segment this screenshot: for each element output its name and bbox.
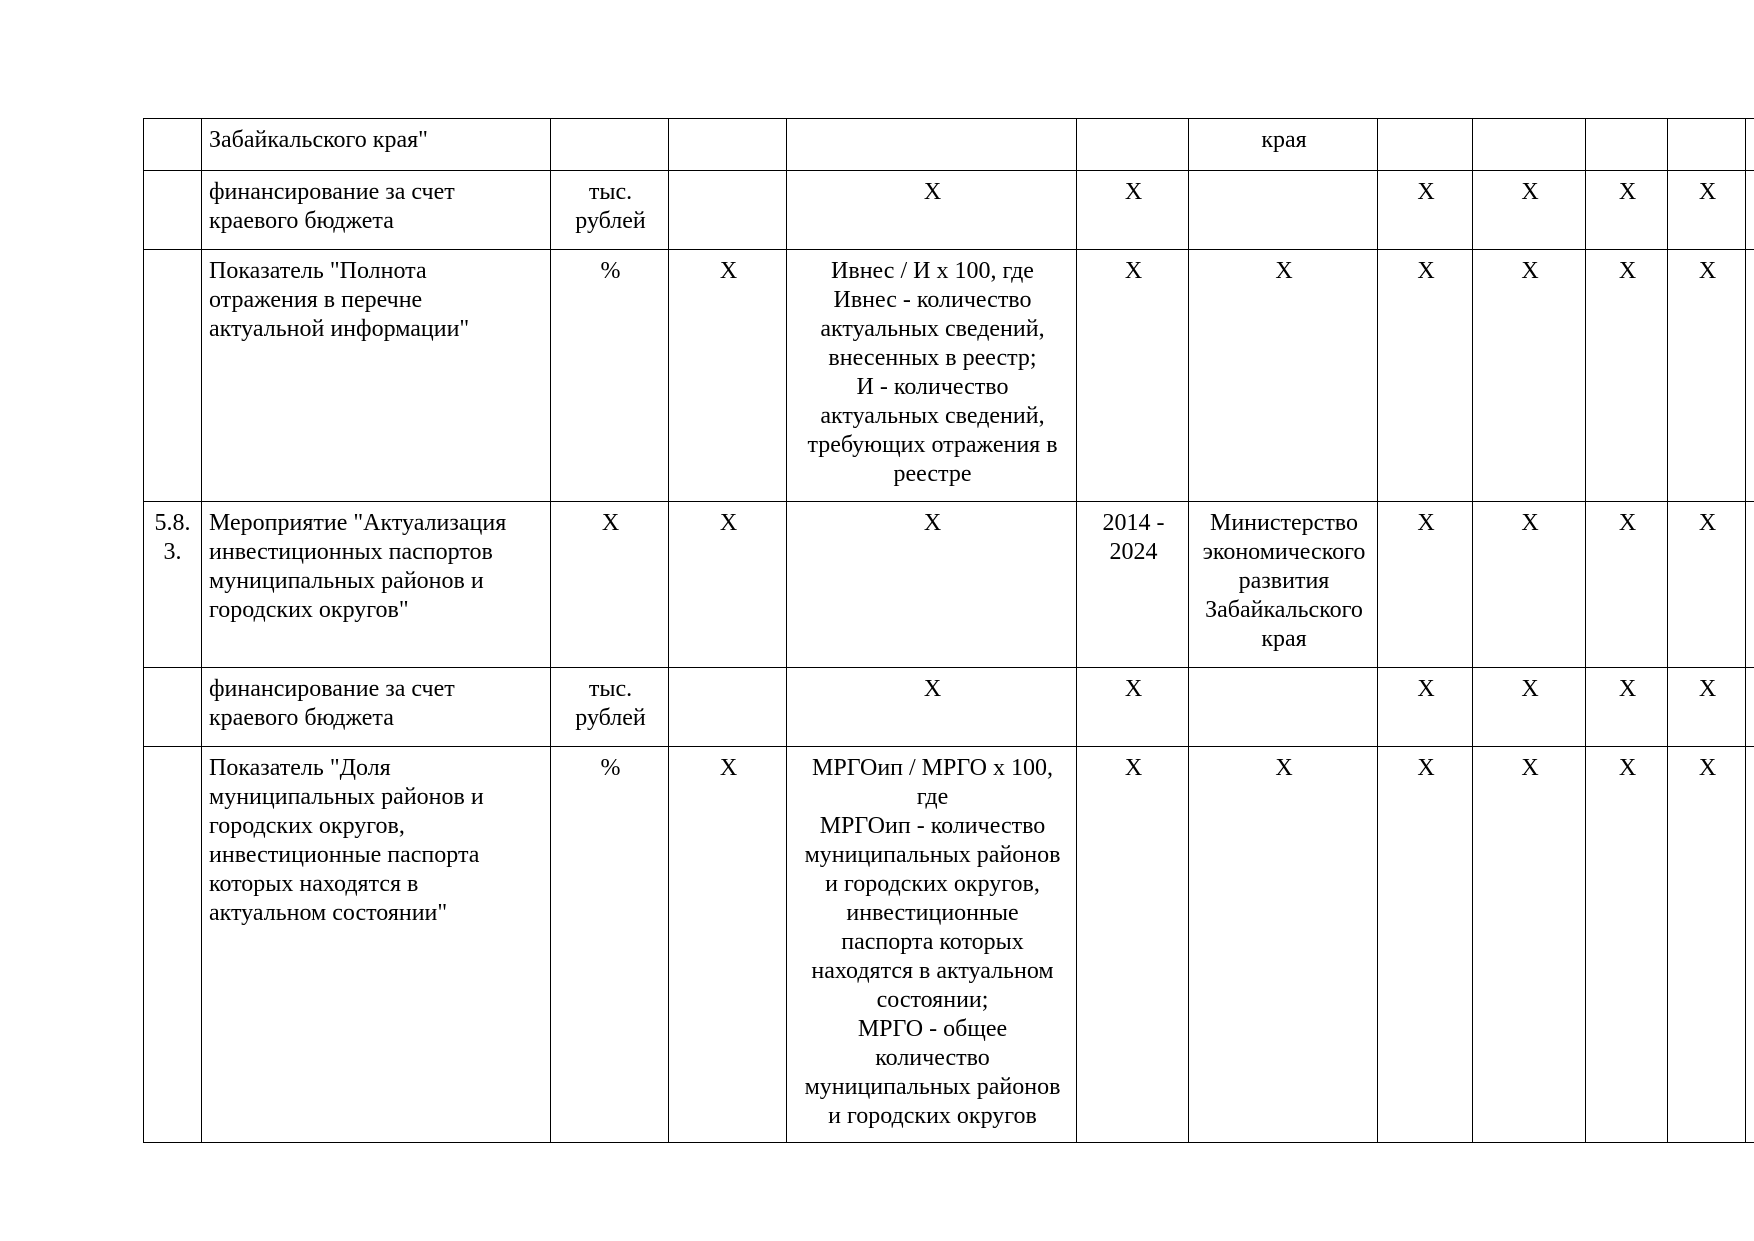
- value-cell-8: X: [1378, 747, 1473, 1143]
- value-cell-8: X: [1378, 171, 1473, 250]
- executor-cell: [1189, 171, 1378, 250]
- unit-cell: [551, 119, 669, 171]
- table-row: [144, 502, 1754, 668]
- value-cell-11: X: [1668, 747, 1746, 1143]
- cell-line: где: [916, 784, 949, 810]
- base-value-cell: [669, 668, 787, 747]
- cell-line: МРГО - общее: [857, 1016, 1008, 1042]
- unit-cell: [551, 171, 669, 250]
- cell-line: и городских округов: [828, 1103, 1037, 1129]
- cell-line: паспорта которых: [841, 929, 1024, 955]
- executor-cell: [1189, 747, 1378, 1143]
- table-row: [144, 668, 1754, 747]
- cell-line: экономического: [1202, 539, 1366, 565]
- row-number-cell: [144, 119, 202, 171]
- unit-cell: [551, 747, 669, 1143]
- value-cell-8: X: [1378, 668, 1473, 747]
- cell-line: тыс.: [588, 179, 633, 205]
- value-cell-11: X: [1668, 171, 1746, 250]
- cell-line: муниципальных районов и: [209, 568, 484, 594]
- cell-line: X: [1275, 258, 1293, 284]
- cell-line: городских округов,: [209, 813, 405, 839]
- cell-line: X: [1124, 755, 1143, 781]
- cell-line: Показатель "Доля: [209, 755, 391, 781]
- value-cell-11: [1668, 119, 1746, 171]
- period-cell: [1077, 171, 1189, 250]
- cell-line: краевого бюджета: [209, 208, 394, 234]
- cell-line: инвестиционные паспорта: [209, 842, 480, 868]
- formula-cell: [787, 119, 1077, 171]
- name-cell: [202, 119, 551, 171]
- cell-line: находятся в актуальном: [811, 958, 1054, 984]
- cell-line: реестре: [893, 461, 972, 487]
- name-cell: [202, 668, 551, 747]
- value-cell-9: X: [1473, 171, 1586, 250]
- cell-line: X: [923, 676, 942, 702]
- executor-cell: [1189, 668, 1378, 747]
- cell-line: X: [923, 179, 942, 205]
- unit-cell: [551, 502, 669, 668]
- cell-line: %: [600, 258, 621, 284]
- row-number-cell: [144, 171, 202, 250]
- cell-line: и городских округов,: [825, 871, 1040, 897]
- cell-line: муниципальных районов и: [209, 784, 484, 810]
- base-value-cell: X: [669, 747, 787, 1143]
- table-body: [144, 119, 1754, 1143]
- cell-line: МРГОип / МРГО х 100,: [812, 755, 1053, 781]
- value-cell-11: X: [1668, 668, 1746, 747]
- row-number-cell: [144, 668, 202, 747]
- row-number-cell: 5.8. 3.: [144, 502, 202, 668]
- cell-line: городских округов": [209, 597, 409, 623]
- period-cell: [1077, 119, 1189, 171]
- base-value-cell: X: [669, 502, 787, 668]
- cell-line: финансирование за счет: [209, 676, 455, 702]
- cell-line: Ивнес / И х 100, где: [831, 258, 1034, 284]
- edge-cell: [1746, 668, 1754, 747]
- cell-line: тыс.: [588, 676, 633, 702]
- formula-cell: [787, 171, 1077, 250]
- program-table: [143, 118, 1754, 1143]
- unit-cell: [551, 250, 669, 502]
- value-cell-10: X: [1586, 747, 1668, 1143]
- base-value-cell: [669, 119, 787, 171]
- cell-line: МРГОип - количество: [819, 813, 1046, 839]
- cell-line: X: [1124, 676, 1143, 702]
- cell-line: инвестиционные: [846, 900, 1019, 926]
- value-cell-8: X: [1378, 250, 1473, 502]
- period-cell: [1077, 502, 1189, 668]
- table-row: [144, 747, 1754, 1143]
- cell-line: 2024: [1109, 539, 1158, 565]
- cell-line: 2014 -: [1102, 510, 1165, 536]
- cell-line: рублей: [575, 208, 646, 234]
- cell-line: муниципальных районов: [804, 1074, 1061, 1100]
- formula-cell: [787, 668, 1077, 747]
- cell-line: актуальных сведений,: [820, 316, 1045, 342]
- value-cell-8: [1378, 119, 1473, 171]
- edge-cell: [1746, 747, 1754, 1143]
- cell-line: %: [600, 755, 621, 781]
- value-cell-9: X: [1473, 668, 1586, 747]
- cell-line: внесенных в реестр;: [828, 345, 1037, 371]
- base-value-cell: X: [669, 250, 787, 502]
- table-row: [144, 250, 1754, 502]
- value-cell-9: X: [1473, 250, 1586, 502]
- period-cell: [1077, 668, 1189, 747]
- cell-line: финансирование за счет: [209, 179, 455, 205]
- period-cell: [1077, 747, 1189, 1143]
- executor-cell: [1189, 250, 1378, 502]
- row-number-cell: [144, 747, 202, 1143]
- cell-line: рублей: [575, 705, 646, 731]
- cell-line: количество: [875, 1045, 990, 1071]
- value-cell-11: X: [1668, 250, 1746, 502]
- cell-line: Мероприятие "Актуализация: [209, 510, 507, 536]
- base-value-cell: [669, 171, 787, 250]
- cell-line: Забайкальского: [1205, 597, 1363, 623]
- cell-line: И - количество: [856, 374, 1009, 400]
- cell-line: муниципальных районов: [804, 842, 1061, 868]
- value-cell-10: X: [1586, 171, 1668, 250]
- value-cell-10: [1586, 119, 1668, 171]
- value-cell-10: X: [1586, 502, 1668, 668]
- cell-line: актуальных сведений,: [820, 403, 1045, 429]
- cell-line: развития: [1238, 568, 1330, 594]
- cell-line: края: [1261, 626, 1307, 652]
- value-cell-9: X: [1473, 502, 1586, 668]
- cell-line: X: [1275, 755, 1293, 781]
- name-cell: [202, 502, 551, 668]
- name-cell: [202, 747, 551, 1143]
- cell-line: которых находятся в: [209, 871, 419, 897]
- cell-line: Показатель "Полнота: [209, 258, 427, 284]
- formula-cell: [787, 250, 1077, 502]
- row-number-cell: [144, 250, 202, 502]
- name-cell: [202, 171, 551, 250]
- cell-line: актуальной информации": [209, 316, 470, 342]
- edge-cell: [1746, 502, 1754, 668]
- value-cell-11: X: [1668, 502, 1746, 668]
- value-cell-9: [1473, 119, 1586, 171]
- cell-line: X: [1124, 179, 1143, 205]
- unit-cell: [551, 668, 669, 747]
- cell-line: краевого бюджета: [209, 705, 394, 731]
- value-cell-10: X: [1586, 250, 1668, 502]
- period-cell: [1077, 250, 1189, 502]
- formula-cell: [787, 747, 1077, 1143]
- executor-cell: [1189, 502, 1378, 668]
- cell-line: требующих отражения в: [807, 432, 1058, 458]
- cell-line: отражения в перечне: [209, 287, 423, 313]
- cell-line: состоянии;: [876, 987, 989, 1013]
- value-cell-8: X: [1378, 502, 1473, 668]
- edge-cell: [1746, 119, 1754, 171]
- executor-cell: [1189, 119, 1378, 171]
- cell-line: инвестиционных паспортов: [209, 539, 493, 565]
- table-row: [144, 171, 1754, 250]
- cell-line: X: [923, 510, 942, 536]
- cell-line: Забайкальского края": [209, 127, 428, 153]
- cell-line: Ивнес - количество: [833, 287, 1032, 313]
- edge-cell: [1746, 250, 1754, 502]
- cell-line: актуальном состоянии": [209, 900, 448, 926]
- edge-cell: [1746, 171, 1754, 250]
- cell-line: X: [601, 510, 620, 536]
- name-cell: [202, 250, 551, 502]
- cell-line: края: [1261, 127, 1307, 153]
- value-cell-10: X: [1586, 668, 1668, 747]
- formula-cell: [787, 502, 1077, 668]
- cell-line: Министерство: [1210, 510, 1358, 536]
- value-cell-9: X: [1473, 747, 1586, 1143]
- table-row: [144, 119, 1754, 171]
- cell-line: X: [1124, 258, 1143, 284]
